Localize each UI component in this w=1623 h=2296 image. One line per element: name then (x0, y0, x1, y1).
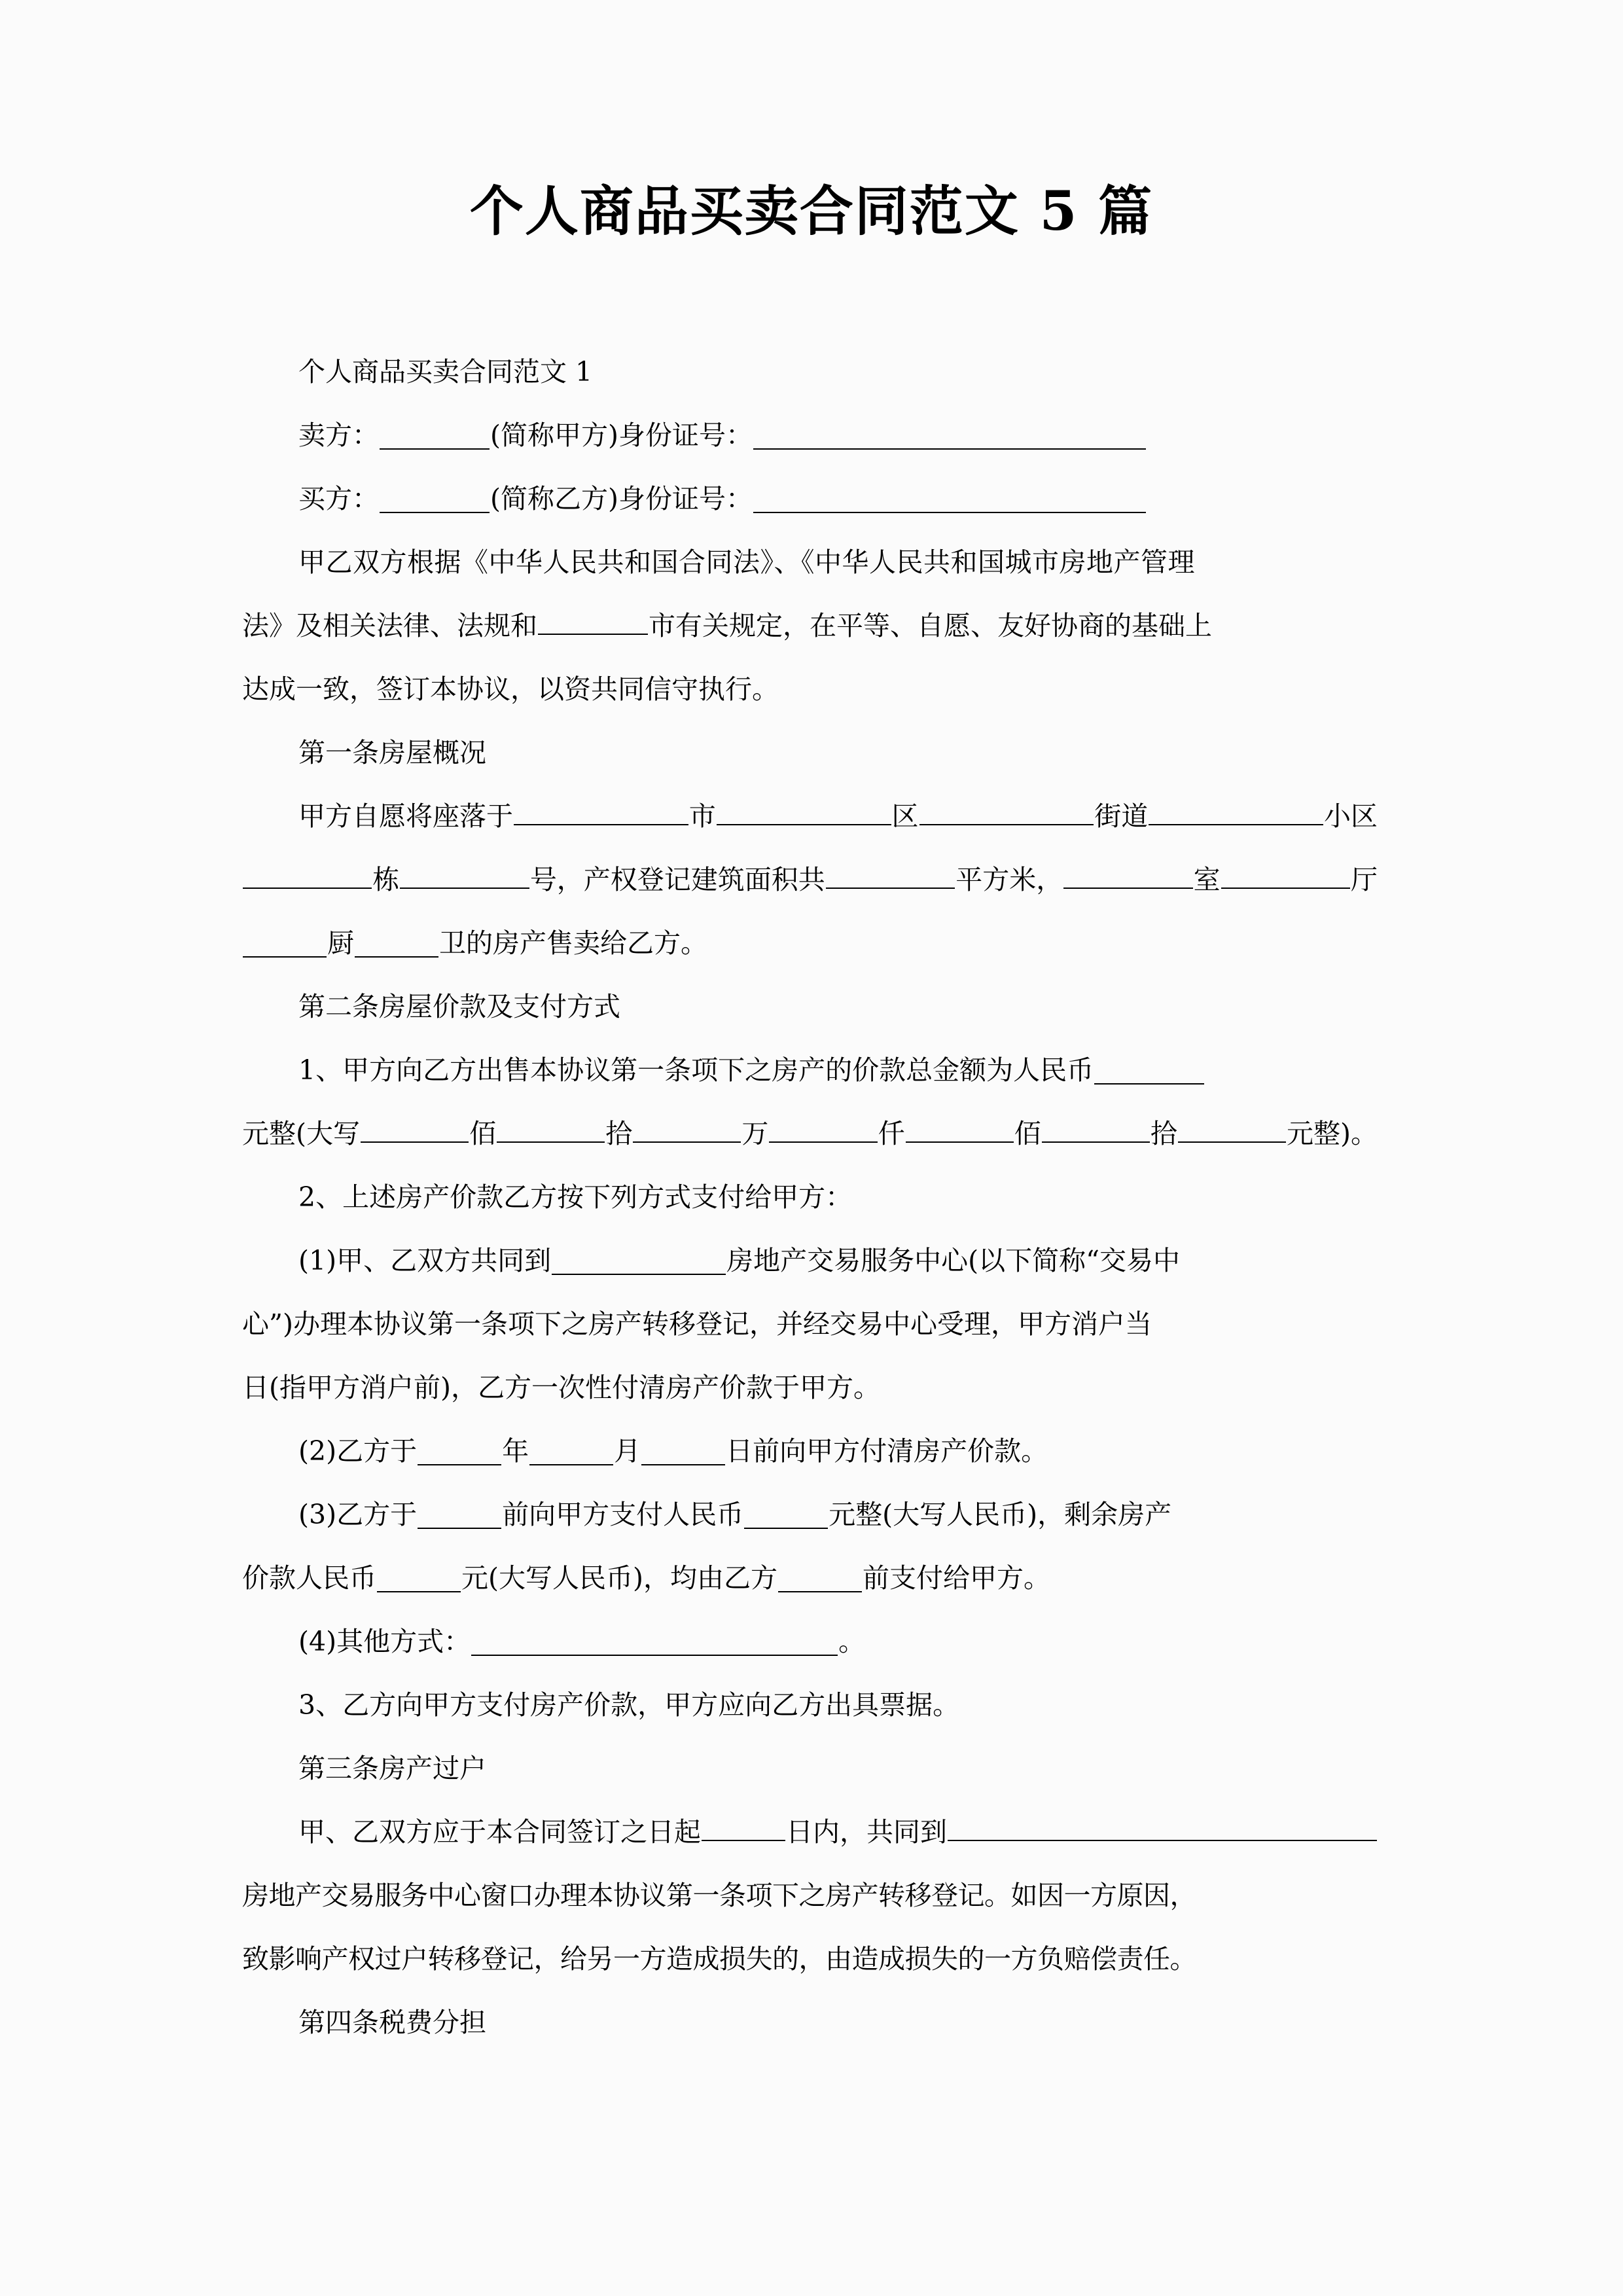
clause-1-l2-t2: 号，产权登记建筑面积共 (529, 864, 825, 895)
bedroom-count-blank[interactable] (1063, 859, 1192, 889)
clause-2-i1-b7: 拾 (1150, 1118, 1177, 1149)
clause-1-l2-t1: 栋 (372, 864, 400, 895)
clause-3-line-3: 致影响产权过户转移登记，给另一方造成损失的，由造成损失的一方负赔偿责任。 (242, 1943, 1196, 1975)
total-price-blank[interactable] (1094, 1054, 1204, 1085)
seller-name-blank[interactable] (380, 420, 490, 450)
buyer-label: 买方： (298, 483, 379, 514)
buyer-name-blank[interactable] (380, 483, 490, 513)
clause-1-l2-t4: 室 (1193, 864, 1221, 895)
clause-2-p2-t3: 月 (614, 1435, 641, 1467)
kitchen-count-blank[interactable] (243, 927, 327, 958)
city-blank-2[interactable] (514, 795, 688, 825)
clause-2-i1-b3: 拾 (605, 1118, 633, 1149)
clause-2-p3-line-2 (242, 1547, 1378, 1610)
clause-2-p3-t4: 价款人民币 (242, 1562, 376, 1594)
clause-1-heading: 第一条房屋概况 (298, 737, 486, 768)
clause-2-i1-b4: 万 (741, 1118, 769, 1149)
clause-2-p1-suffix: 房地产交易服务中心(以下简称“交易中 (726, 1245, 1181, 1276)
clause-2-p3-t5: 元(大写人民币)，均由乙方 (461, 1562, 777, 1594)
clause-1-l1-t3: 区 (891, 800, 919, 832)
pay-month-blank[interactable] (529, 1435, 613, 1465)
other-method-blank[interactable] (471, 1626, 838, 1656)
preamble-line-1: 甲乙双方根据《中华人民共和国合同法》、《中华人民共和国城市房地产管理 (298, 547, 1195, 578)
seller-label: 卖方： (298, 420, 379, 451)
clause-1-line-3 (242, 912, 1378, 975)
balance-amount-blank[interactable] (377, 1562, 461, 1592)
clause-2-p1-prefix: (1)甲、乙双方共同到 (298, 1245, 552, 1276)
clause-1-line-1 (242, 785, 1378, 848)
clause-2-p4 (242, 1610, 1378, 1674)
bathroom-count-blank[interactable] (355, 927, 438, 958)
clause-1-l2-t5: 厅 (1351, 864, 1378, 895)
area-blank[interactable] (826, 859, 955, 889)
preamble-line-2-suffix: 市有关规定，在平等、自愿、友好协商的基础上 (649, 610, 1212, 641)
amount-hundred-blank[interactable] (906, 1113, 1014, 1143)
deposit-amount-blank[interactable] (744, 1499, 828, 1529)
amount-ten-million-blank[interactable] (497, 1113, 605, 1143)
clause-2-i1-b6: 佰 (1014, 1118, 1041, 1149)
clause-2-p1-line-2: 心”)办理本协议第一条项下之房产转移登记，并经交易中心受理，甲方消户当 (242, 1308, 1152, 1340)
preamble-line-3: 达成一致，签订本协议，以资共同信守执行。 (242, 673, 779, 705)
clause-2-item-3: 3、乙方向甲方支付房产价款，甲方应向乙方出具票据。 (298, 1689, 960, 1721)
clause-2-item-1-line-1 (242, 1039, 1378, 1102)
seller-alias-label: (简称甲方)身份证号： (490, 420, 753, 451)
clause-2-p3-t6: 前支付给甲方。 (863, 1562, 1050, 1594)
clause-1-l2-t3: 平方米， (955, 864, 1063, 895)
transfer-center-blank[interactable] (948, 1811, 1377, 1841)
amount-thousand-blank[interactable] (769, 1113, 877, 1143)
clause-1-l1-t1: 甲方自愿将座落于 (298, 800, 513, 832)
clause-3-l1-t1: 甲、乙双方应于本合同签订之日起 (298, 1816, 701, 1848)
clause-2-p4-label: (4)其他方式： (298, 1626, 471, 1657)
clause-2-p1-line-3: 日(指甲方消户前)，乙方一次性付清房产价款于甲方。 (242, 1372, 880, 1403)
clause-2-p2 (242, 1420, 1378, 1483)
document-body (242, 340, 1378, 2054)
clause-2-heading: 第二条房屋价款及支付方式 (298, 991, 620, 1022)
clause-2-item-1-line-2 (242, 1102, 1378, 1166)
amount-million-blank[interactable] (633, 1113, 741, 1143)
clause-1-l1-t4: 街道 (1094, 800, 1149, 832)
buyer-id-blank[interactable] (753, 483, 1146, 513)
clause-2-i1-text: 1、甲方向乙方出售本协议第一条项下之房产的价款总金额为人民币 (298, 1054, 1094, 1086)
clause-2-p3-t1: (3)乙方于 (298, 1499, 418, 1530)
deposit-date-blank[interactable] (418, 1499, 501, 1529)
community-blank[interactable] (1149, 795, 1323, 825)
clause-3-heading: 第三条房产过户 (298, 1753, 486, 1784)
unit-number-blank[interactable] (400, 859, 529, 889)
living-room-count-blank[interactable] (1221, 859, 1350, 889)
clause-1-l1-t2: 市 (688, 800, 716, 832)
building-blank[interactable] (243, 859, 372, 889)
clause-3-line-2: 房地产交易服务中心窗口办理本协议第一条项下之房产转移登记。如因一方原因， (242, 1880, 1196, 1911)
clause-2-item-2: 2、上述房产价款乙方按下列方式支付给甲方： (298, 1181, 853, 1213)
pay-day-blank[interactable] (641, 1435, 725, 1465)
clause-2-i1-b8: 元整)。 (1286, 1118, 1378, 1149)
clause-4-heading: 第四条税费分担 (298, 2007, 486, 2038)
seller-line (242, 404, 1378, 467)
clause-2-p3-t2: 前向甲方支付人民币 (502, 1499, 744, 1530)
clause-2-i1-b1: 元整(大写 (242, 1118, 360, 1149)
clause-1-l1-t5: 小区 (1324, 800, 1378, 832)
amount-ten-blank[interactable] (1042, 1113, 1150, 1143)
clause-1-l3-t1: 厨 (327, 927, 354, 959)
clause-1-line-2 (242, 848, 1378, 912)
street-blank[interactable] (919, 795, 1094, 825)
clause-2-i1-b5: 仟 (878, 1118, 905, 1149)
clause-2-p1-line-1 (242, 1229, 1378, 1293)
pay-year-blank[interactable] (418, 1435, 501, 1465)
preamble-line-2-prefix: 法》及相关法律、法规和 (242, 610, 537, 641)
clause-3-line-1 (242, 1801, 1378, 1864)
clause-2-p4-period: 。 (838, 1626, 866, 1657)
clause-2-p2-t2: 年 (502, 1435, 529, 1467)
balance-date-blank[interactable] (778, 1562, 862, 1592)
city-blank[interactable] (538, 605, 648, 635)
transfer-days-blank[interactable] (702, 1811, 785, 1841)
clause-2-p3-t3: 元整(大写人民币)，剩余房产 (829, 1499, 1172, 1530)
amount-hundred-million-blank[interactable] (361, 1113, 469, 1143)
district-blank[interactable] (717, 795, 891, 825)
buyer-line (242, 467, 1378, 531)
seller-id-blank[interactable] (753, 420, 1146, 450)
page-title: 个人商品买卖合同范文 5 篇 (469, 180, 1154, 243)
clause-2-p2-t1: (2)乙方于 (298, 1435, 418, 1467)
clause-2-p2-t4: 日前向甲方付清房产价款。 (726, 1435, 1048, 1467)
clause-2-p3-line-1 (242, 1483, 1378, 1547)
clause-2-i1-b2: 佰 (469, 1118, 497, 1149)
clause-1-l3-t2: 卫的房产售卖给乙方。 (439, 927, 707, 959)
trading-center-blank[interactable] (552, 1245, 726, 1275)
buyer-alias-label: (简称乙方)身份证号： (490, 483, 753, 514)
amount-yuan-blank[interactable] (1178, 1113, 1286, 1143)
clause-3-l1-t2: 日内，共同到 (786, 1816, 947, 1848)
preamble-line-2 (242, 594, 1378, 658)
sample-heading: 个人商品买卖合同范文 1 (298, 356, 593, 387)
